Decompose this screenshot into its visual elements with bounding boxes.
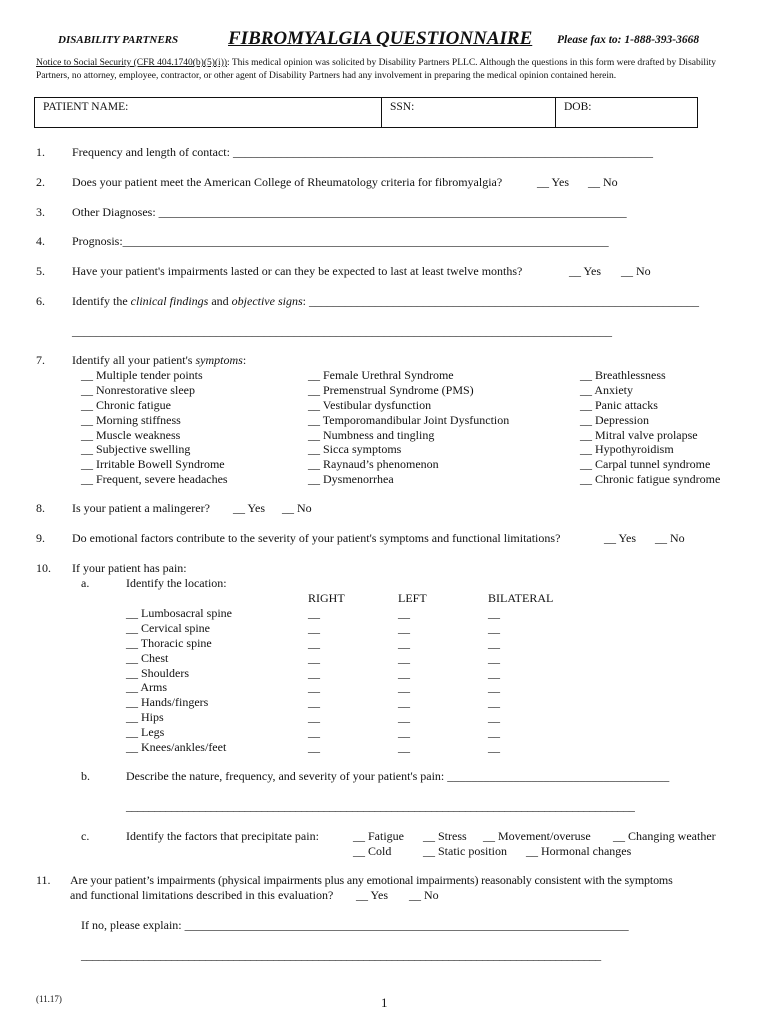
factor-cold[interactable]: __ Cold — [353, 844, 392, 858]
pain-right-blank[interactable]: __ — [308, 740, 320, 754]
notice-link: Notice to Social Security (CFR 404.1740(b)(5)(i)) — [36, 58, 228, 68]
pain-bilateral-blank[interactable]: __ — [488, 606, 500, 620]
pain-bilateral-blank[interactable]: __ — [488, 636, 500, 650]
column-header-bilateral: BILATERAL — [488, 591, 554, 605]
pain-right-blank[interactable]: __ — [308, 651, 320, 665]
symptom-option[interactable]: __ Frequent, severe headaches — [81, 472, 228, 486]
ssn-label: SSN: — [390, 101, 415, 113]
pain-left-blank[interactable]: __ — [398, 740, 410, 754]
symptom-option[interactable]: __ Panic attacks — [580, 398, 658, 412]
q10-text: If your patient has pain: — [72, 561, 187, 575]
pain-left-blank[interactable]: __ — [398, 725, 410, 739]
pain-left-blank[interactable]: __ — [398, 666, 410, 680]
symptom-option[interactable]: __ Hypothyroidism — [580, 442, 674, 456]
pain-bilateral-blank[interactable]: __ — [488, 621, 500, 635]
pain-location: __ Hands/fingers — [126, 695, 209, 709]
q10a-label: a. — [81, 576, 90, 590]
patient-name-label: PATIENT NAME: — [43, 101, 129, 113]
q5-no-option[interactable]: __ No — [621, 264, 651, 278]
q10-number: 10. — [36, 561, 51, 575]
factor-movement[interactable]: __ Movement/overuse — [483, 829, 591, 843]
symptom-option[interactable]: __ Dysmenorrhea — [308, 472, 394, 486]
pain-location: __ Cervical spine — [126, 621, 210, 635]
factor-weather[interactable]: __ Changing weather — [613, 829, 716, 843]
q9-no-option[interactable]: __ No — [655, 531, 685, 545]
symptom-option[interactable]: __ Sicca symptoms — [308, 442, 402, 456]
pain-location: __ Knees/ankles/feet — [126, 740, 227, 754]
pain-location: __ Lumbosacral spine — [126, 606, 232, 620]
q2-number: 2. — [36, 175, 45, 189]
q7-post: : — [242, 353, 247, 367]
symptom-option[interactable]: __ Numbness and tingling — [308, 428, 435, 442]
pain-location: __ Arms — [126, 680, 168, 694]
q11-text-line2: and functional limitations described in this evaluation? — [70, 888, 334, 902]
pain-left-blank[interactable]: __ — [398, 621, 410, 635]
symptom-option[interactable]: __ Depression — [580, 413, 649, 427]
pain-right-blank[interactable]: __ — [308, 725, 320, 739]
factor-static-position[interactable]: __ Static position — [423, 844, 507, 858]
q8-number: 8. — [36, 501, 45, 515]
patient-info-box — [34, 97, 698, 128]
q2-no-option[interactable]: __ No — [588, 175, 618, 189]
symptom-option[interactable]: __ Breathlessness — [580, 368, 666, 382]
q1-text[interactable]: Frequency and length of contact: ______________________________________________________________________ — [72, 145, 653, 159]
symptom-option[interactable]: __ Subjective swelling — [81, 442, 191, 456]
factor-hormonal[interactable]: __ Hormonal changes — [526, 844, 632, 858]
q9-text: Do emotional factors contribute to the severity of your patient's symptoms and functional limitations? — [72, 531, 561, 545]
q8-text: Is your patient a malingerer? — [72, 501, 210, 515]
column-header-right: RIGHT — [308, 591, 345, 605]
column-header-left: LEFT — [398, 591, 427, 605]
pain-bilateral-blank[interactable]: __ — [488, 710, 500, 724]
symptom-option[interactable]: __ Chronic fatigue syndrome — [580, 472, 721, 486]
pain-left-blank[interactable]: __ — [398, 606, 410, 620]
pain-location: __ Thoracic spine — [126, 636, 212, 650]
symptom-option[interactable]: __ Chronic fatigue — [81, 398, 171, 412]
q10b-label: b. — [81, 769, 90, 783]
pain-left-blank[interactable]: __ — [398, 695, 410, 709]
q5-yes-option[interactable]: __ Yes — [569, 264, 602, 278]
q9-yes-option[interactable]: __ Yes — [604, 531, 637, 545]
pain-left-blank[interactable]: __ — [398, 636, 410, 650]
q11-no-option[interactable]: __ No — [409, 888, 439, 902]
pain-right-blank[interactable]: __ — [308, 666, 320, 680]
q11-number: 11. — [36, 873, 51, 887]
factor-stress[interactable]: __ Stress — [423, 829, 467, 843]
q7-number: 7. — [36, 353, 45, 367]
notice-paragraph — [36, 57, 736, 83]
pain-right-blank[interactable]: __ — [308, 680, 320, 694]
q10b-line2[interactable]: __________________________________________________________________________________________ — [126, 799, 635, 813]
q10b-text[interactable]: Describe the nature, frequency, and severity of your patient's pain: _____________________________________ — [126, 769, 670, 783]
notice-text: : This medical opinion was solicited by Disability Partners PLLC. Although the questions in this form were drafted by Disability Partners, no attorney, employee, contractor, or other agent of Disability Partners had any involvement in preparing the medical opinion contained herein. — [36, 58, 717, 81]
q7-symptoms: symptoms — [195, 353, 243, 367]
pain-right-blank[interactable]: __ — [308, 695, 320, 709]
q4-number: 4. — [36, 234, 45, 248]
symptom-option[interactable]: __ Nonrestorative sleep — [81, 383, 195, 397]
symptom-option[interactable]: __ Muscle weakness — [81, 428, 181, 442]
pain-bilateral-blank[interactable]: __ — [488, 651, 500, 665]
form-title: FIBROMYALGIA QUESTIONNAIRE — [228, 28, 533, 49]
pain-left-blank[interactable]: __ — [398, 651, 410, 665]
q6-line2[interactable]: __________________________________________________________________________________________ — [72, 324, 612, 338]
q4-text[interactable]: Prognosis:_________________________________________________________________________________ — [72, 234, 609, 248]
ssn-field[interactable] — [382, 98, 555, 127]
pain-location: __ Shoulders — [126, 666, 189, 680]
fax-number: Please fax to: 1-888-393-3668 — [557, 34, 700, 46]
q5-text: Have your patient's impairments lasted or can they be expected to last at least twelve months? — [72, 264, 523, 278]
symptom-option[interactable]: __ Multiple tender points — [81, 368, 203, 382]
pain-left-blank[interactable]: __ — [398, 710, 410, 724]
q6-clinical: clinical findings — [130, 294, 209, 308]
symptom-option[interactable]: __ Irritable Bowell Syndrome — [81, 457, 225, 471]
q11-explain-line2[interactable]: ____________________________________________________________________________________________ — [81, 948, 601, 962]
q5-number: 5. — [36, 264, 45, 278]
symptom-option[interactable]: __ Temporomandibular Joint Dysfunction — [308, 413, 510, 427]
pain-right-blank[interactable]: __ — [308, 710, 320, 724]
q1-number: 1. — [36, 145, 45, 159]
q6-post: : _________________________________________________________________ — [302, 294, 699, 308]
pain-location: __ Hips — [126, 710, 164, 724]
q10a-text: Identify the location: — [126, 576, 227, 590]
pain-bilateral-blank[interactable]: __ — [488, 740, 500, 754]
pain-location: __ Chest — [126, 651, 169, 665]
symptom-option[interactable]: __ Vestibular dysfunction — [308, 398, 432, 412]
symptom-option[interactable]: __ Raynaud’s phenomenon — [308, 457, 439, 471]
symptom-option[interactable]: __ Carpal tunnel syndrome — [580, 457, 711, 471]
q8-no-option[interactable]: __ No — [282, 501, 312, 515]
q11-explain[interactable]: If no, please explain: __________________________________________________________________________ — [81, 918, 629, 932]
q11-yes-option[interactable]: __ Yes — [356, 888, 389, 902]
pain-location: __ Legs — [126, 725, 165, 739]
symptom-option[interactable]: __ Premenstrual Syndrome (PMS) — [308, 383, 474, 397]
pain-bilateral-blank[interactable]: __ — [488, 695, 500, 709]
org-name: DISABILITY PARTNERS — [58, 34, 179, 46]
pain-right-blank[interactable]: __ — [308, 621, 320, 635]
q10c-label: c. — [81, 829, 90, 843]
symptom-option[interactable]: __ Female Urethral Syndrome — [308, 368, 454, 382]
q2-text: Does your patient meet the American College of Rheumatology criteria for fibromyalgia? — [72, 175, 503, 189]
pain-bilateral-blank[interactable]: __ — [488, 666, 500, 680]
q3-text[interactable]: Other Diagnoses: ______________________________________________________________________________ — [72, 205, 627, 219]
q6-text[interactable] — [72, 294, 699, 309]
form-version: (11.17) — [36, 994, 62, 1004]
symptom-option[interactable]: __ Mitral valve prolapse — [580, 428, 698, 442]
q6-pre: Identify the — [72, 294, 131, 308]
dob-field[interactable] — [556, 98, 696, 127]
patient-name-field[interactable] — [35, 98, 381, 127]
q6-number: 6. — [36, 294, 45, 308]
q9-number: 9. — [36, 531, 45, 545]
pain-bilateral-blank[interactable]: __ — [488, 725, 500, 739]
q11-text-line1: Are your patient’s impairments (physical impairments plus any emotional impairments) reasonably consistent with the symptoms — [70, 873, 673, 887]
symptom-option[interactable]: __ Morning stiffness — [81, 413, 181, 427]
symptom-option[interactable]: __ Anxiety — [580, 383, 633, 397]
pain-right-blank[interactable]: __ — [308, 636, 320, 650]
q6-objective: objective signs — [231, 294, 303, 308]
factor-fatigue[interactable]: __ Fatigue — [353, 829, 404, 843]
dob-label: DOB: — [564, 101, 592, 113]
q7-pre: Identify all your patient's — [72, 353, 196, 367]
page-number: 1 — [381, 995, 388, 1010]
pain-left-blank[interactable]: __ — [398, 680, 410, 694]
q3-number: 3. — [36, 205, 45, 219]
pain-right-blank[interactable]: __ — [308, 606, 320, 620]
pain-bilateral-blank[interactable]: __ — [488, 680, 500, 694]
q2-yes-option[interactable]: __ Yes — [537, 175, 570, 189]
q10c-text: Identify the factors that precipitate pain: — [126, 829, 319, 843]
q7-text — [72, 353, 246, 368]
q6-mid: and — [208, 294, 232, 308]
q8-yes-option[interactable]: __ Yes — [233, 501, 266, 515]
